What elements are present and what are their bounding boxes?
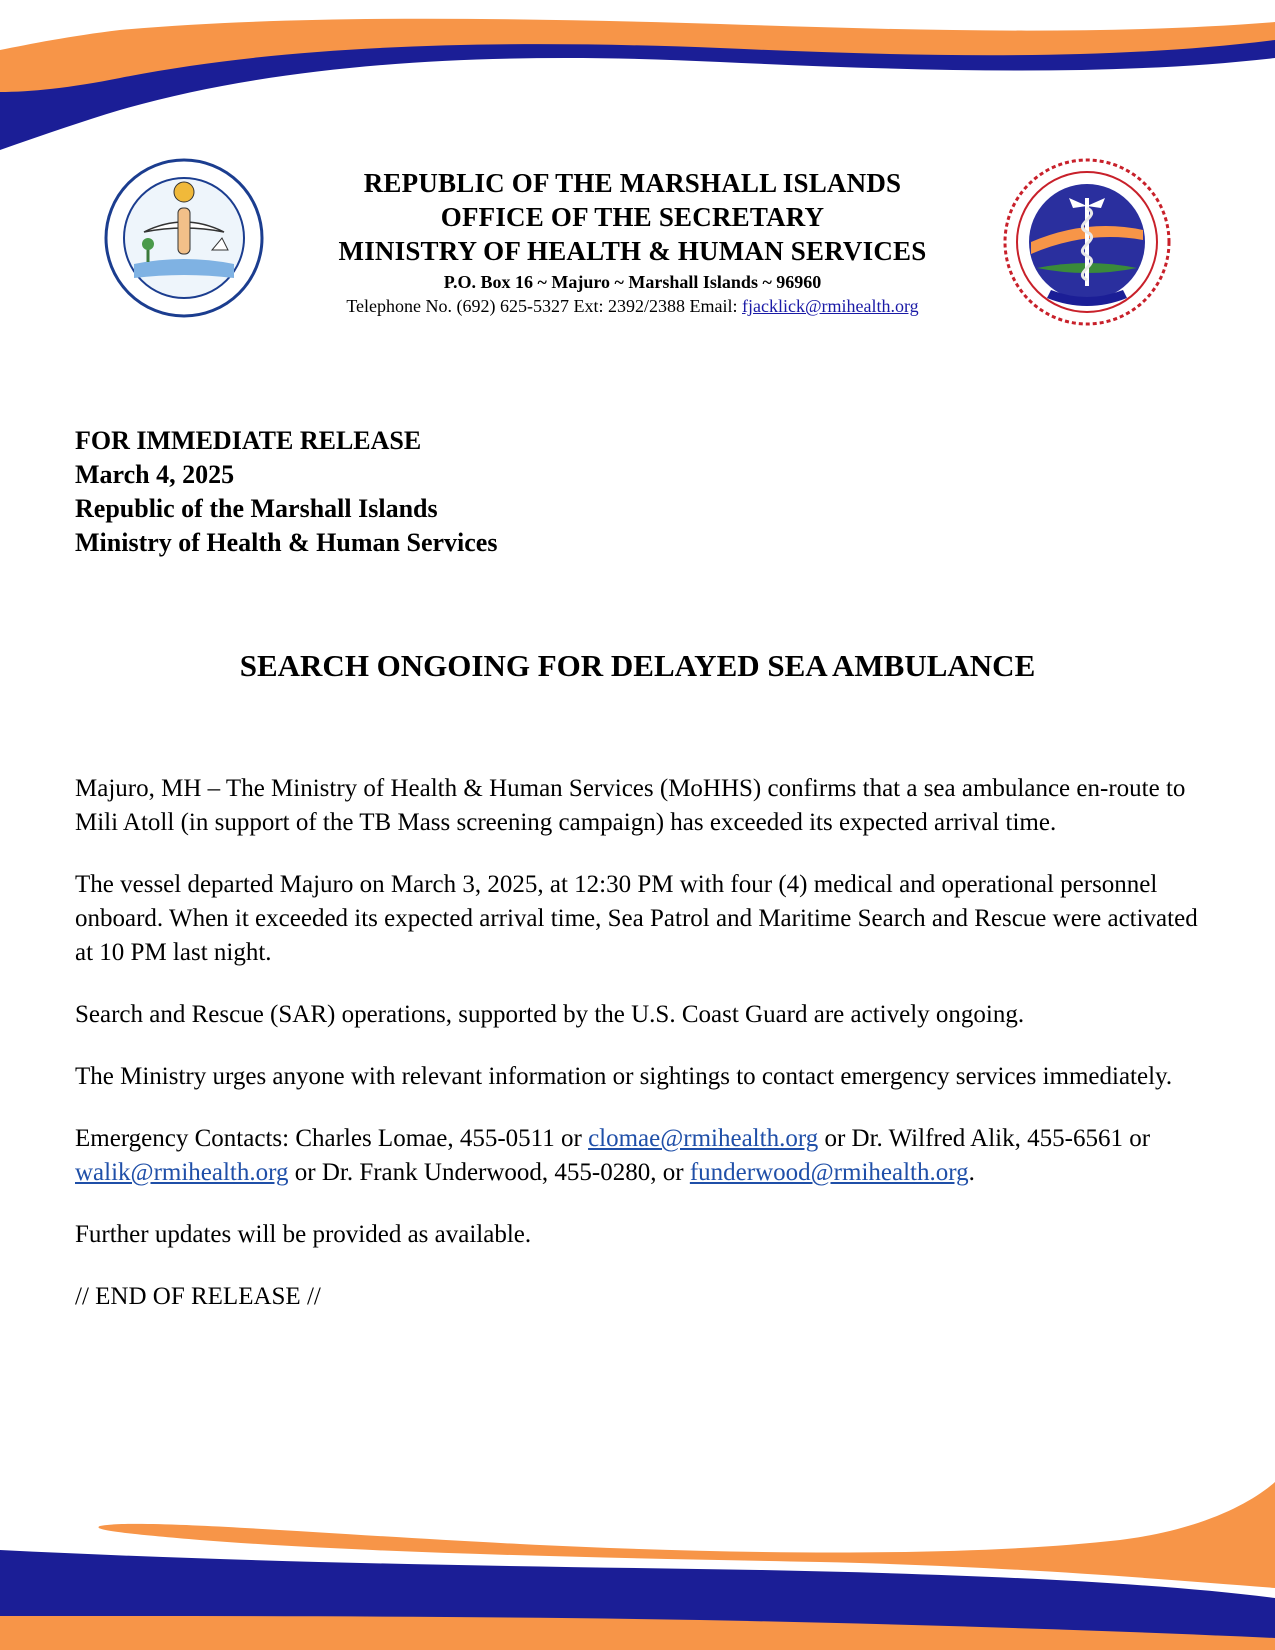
body-paragraph: The vessel departed Majuro on March 3, 2025, at 12:30 PM with four (4) medical and operational personnel onboard. When it exceeded its expected arrival time, Sea Patrol and Maritime Search and Rescue were activated at 10 PM last night. <box>75 871 1198 966</box>
letterhead-address: P.O. Box 16 ~ Majuro ~ Marshall Islands ~ 96960 <box>443 272 822 292</box>
ministry-health-seal-icon <box>1003 158 1171 326</box>
email-link-clomae[interactable]: clomae@rmihealth.org <box>588 1125 819 1152</box>
letterhead-office: OFFICE OF THE SECRETARY <box>440 202 825 232</box>
release-info <box>75 424 497 560</box>
body-paragraph: The Ministry urges anyone with relevant information or sightings to contact emergency services immediately. <box>75 1063 1173 1090</box>
letterhead-email-link[interactable]: fjacklick@rmihealth.org <box>742 296 919 316</box>
release-org-country: Republic of the Marshall Islands <box>75 494 438 523</box>
contacts-text: . <box>968 1159 975 1186</box>
release-org-ministry: Ministry of Health & Human Services <box>75 528 498 557</box>
release-body <box>75 772 1215 1342</box>
body-paragraph: Search and Rescue (SAR) operations, supported by the U.S. Coast Guard are actively ongoing. <box>75 1001 1025 1028</box>
letterhead-country: REPUBLIC OF THE MARSHALL ISLANDS <box>363 168 902 198</box>
letterhead-ministry: MINISTRY OF HEALTH & HUMAN SERVICES <box>338 236 927 266</box>
headline: SEARCH ONGOING FOR DELAYED SEA AMBULANCE <box>239 648 1036 683</box>
email-link-walik[interactable]: walik@rmihealth.org <box>75 1159 289 1186</box>
release-label: FOR IMMEDIATE RELEASE <box>75 426 422 455</box>
release-date: March 4, 2025 <box>75 460 235 489</box>
body-paragraph: Majuro, MH – The Ministry of Health & Human Services (MoHHS) confirms that a sea ambulance en-route to Mili Atoll (in support of the TB Mass screening campaign) has exceeded its expected arrival time. <box>75 775 1186 836</box>
top-wave-decoration <box>0 0 1275 160</box>
republic-seal-icon <box>104 154 264 322</box>
letterhead <box>270 166 995 318</box>
contacts-text: or Dr. Frank Underwood, 455-0280, or <box>288 1159 690 1186</box>
letterhead-telephone <box>270 294 995 318</box>
contacts-text: or Dr. Wilfred Alik, 455-6561 or <box>818 1125 1151 1152</box>
end-of-release: // END OF RELEASE // <box>75 1283 321 1310</box>
contacts-text: Emergency Contacts: Charles Lomae, 455-0511 or <box>75 1125 589 1152</box>
emergency-contacts <box>75 1122 1215 1190</box>
bottom-wave-decoration <box>0 1470 1275 1650</box>
email-link-funderwood[interactable]: funderwood@rmihealth.org <box>689 1159 969 1186</box>
telephone-text: Telephone No. (692) 625-5327 Ext: 2392/2388 Email: <box>346 296 742 316</box>
body-paragraph: Further updates will be provided as available. <box>75 1221 532 1248</box>
